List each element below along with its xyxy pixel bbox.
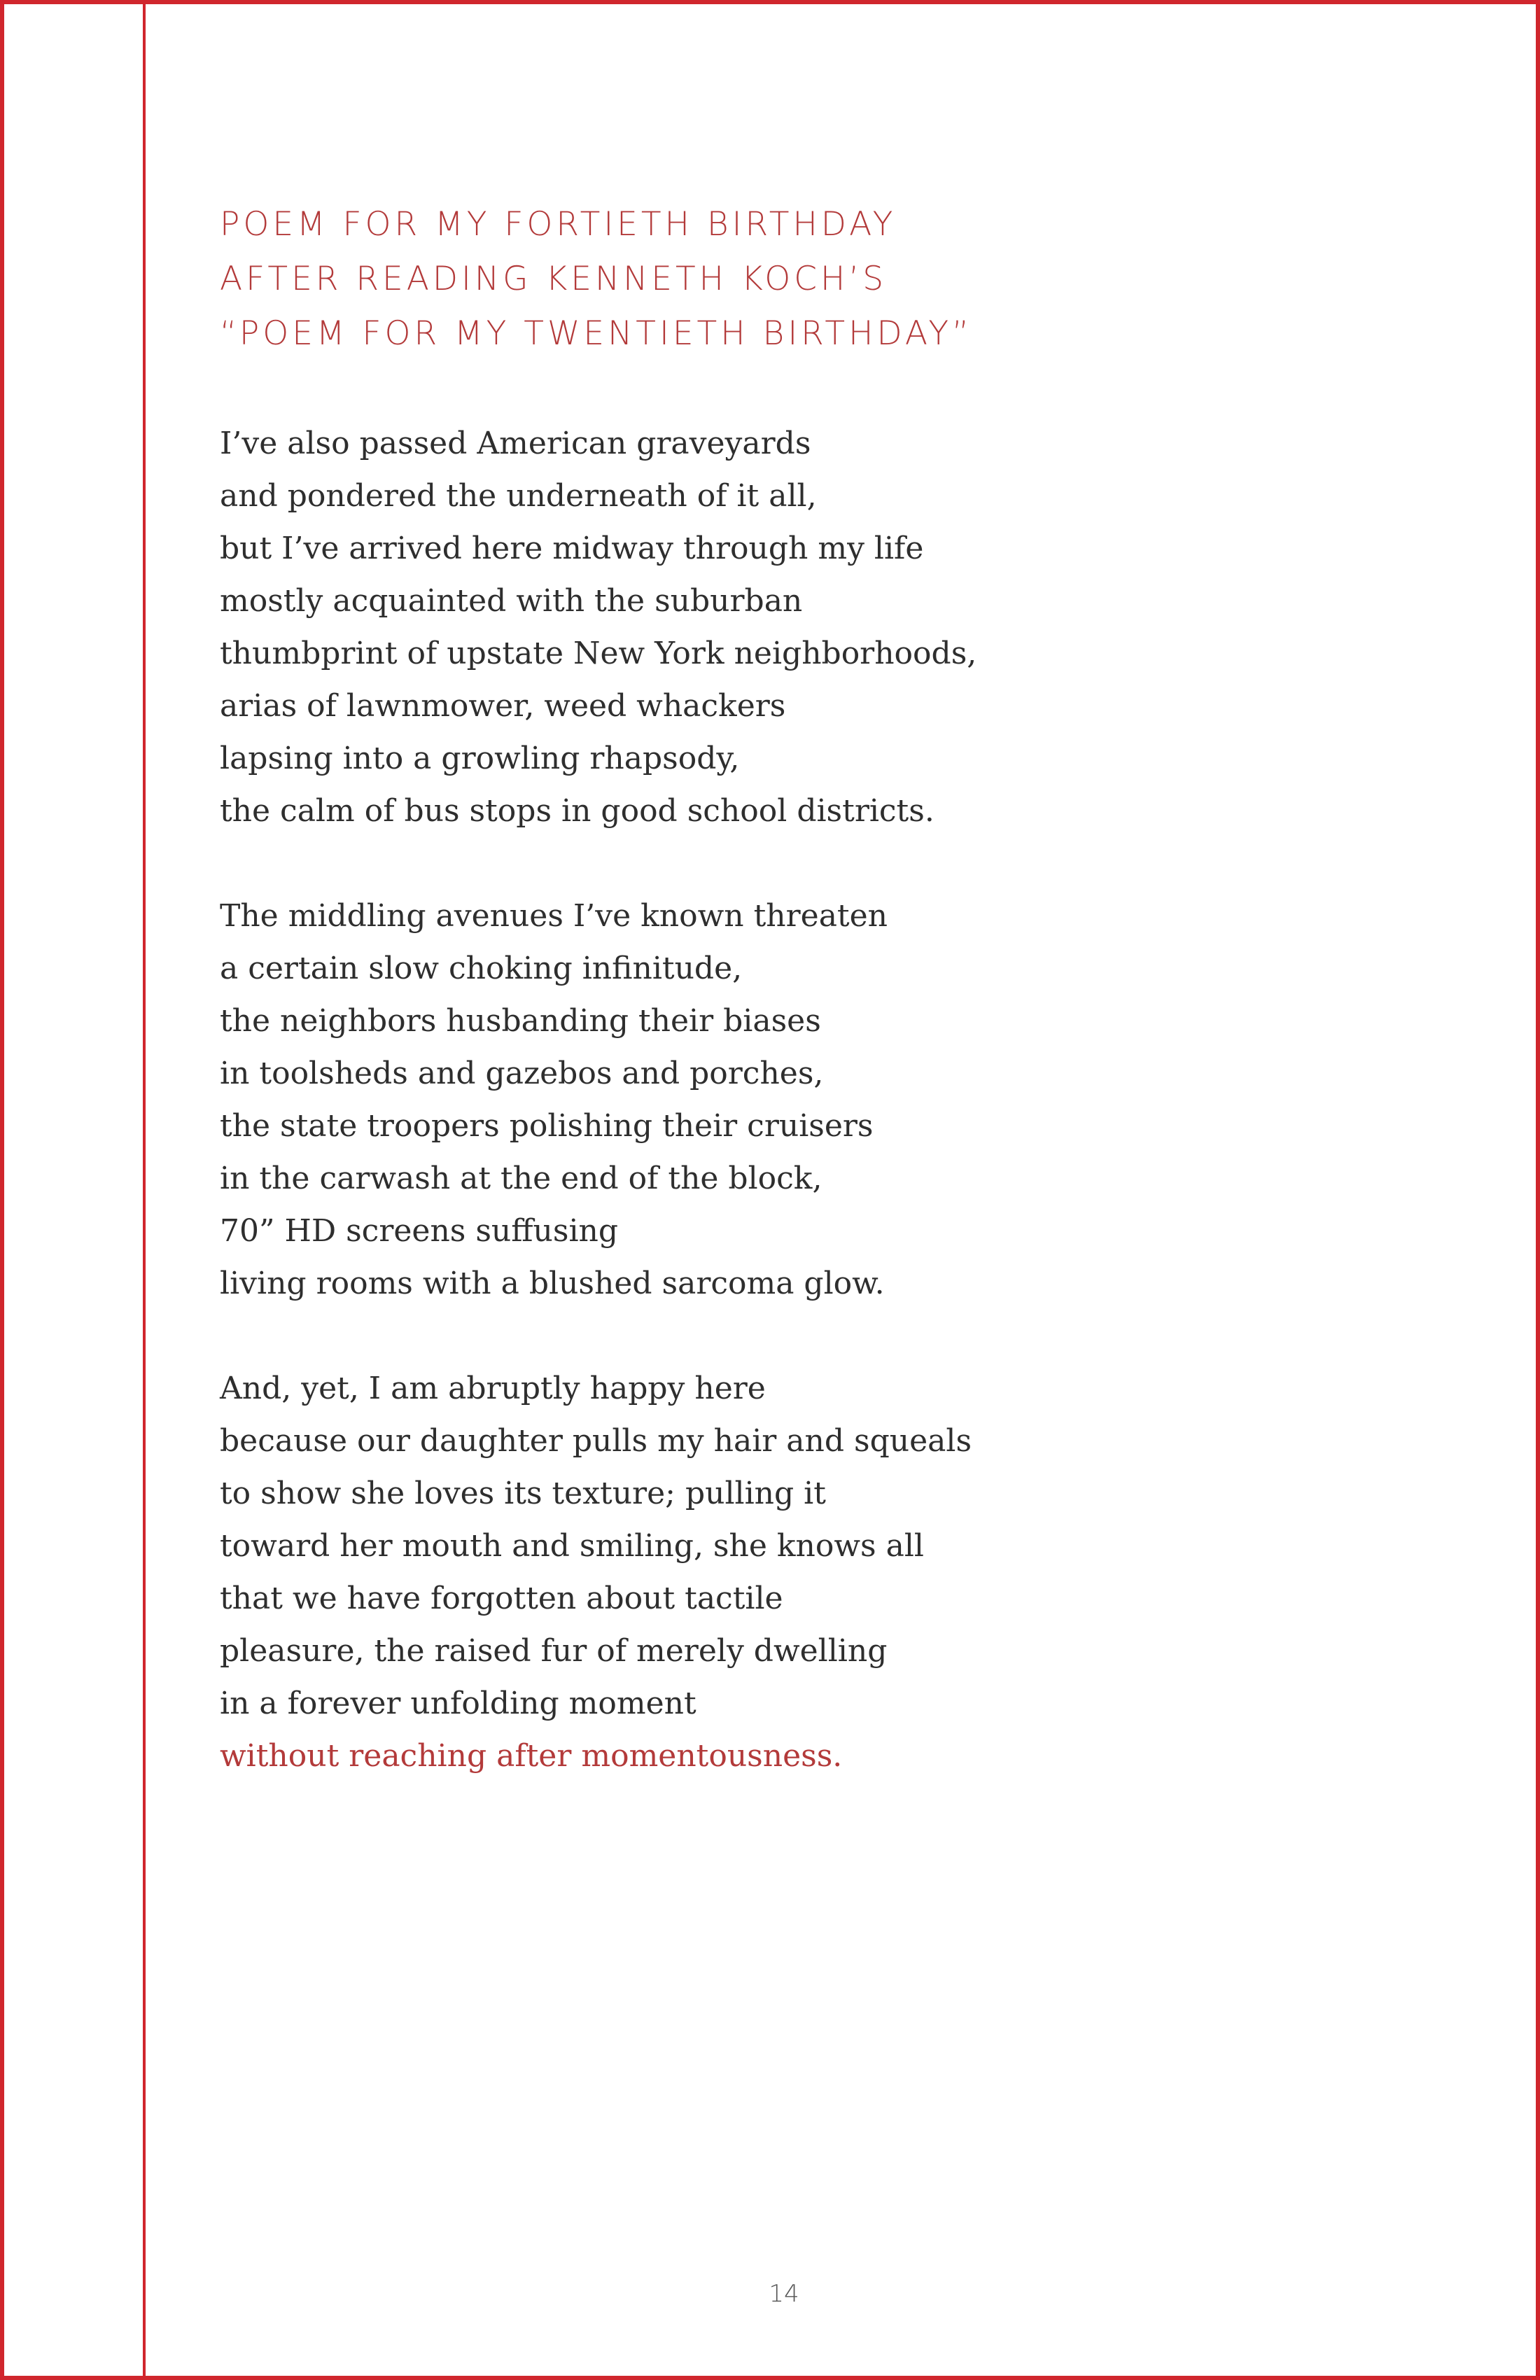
page-number: 14 <box>769 2280 799 2308</box>
poem-line: thumbprint of upstate New York neighborhoods, <box>220 636 977 671</box>
title-line: POEM FOR MY FORTIETH BIRTHDAY <box>220 205 897 244</box>
poem-line: toward her mouth and smiling, she knows all <box>220 1528 924 1564</box>
poem-line: lapsing into a growling rhapsody, <box>220 741 740 776</box>
poem-line: a certain slow choking infinitude, <box>220 951 743 986</box>
poem-line: to show she loves its texture; pulling it <box>220 1476 826 1511</box>
poem-line: because our daughter pulls my hair and squeals <box>220 1423 972 1459</box>
poem-line: and pondered the underneath of it all, <box>220 478 817 514</box>
poem-line: the state troopers polishing their cruisers <box>220 1108 874 1144</box>
poem-line: in the carwash at the end of the block, <box>220 1161 822 1196</box>
poem-line: mostly acquainted with the suburban <box>220 583 803 619</box>
poem-line: I’ve also passed American graveyards <box>220 426 811 461</box>
margin-rule <box>143 0 146 2380</box>
title-line: “POEM FOR MY TWENTIETH BIRTHDAY” <box>220 314 973 353</box>
poem-line: And, yet, I am abruptly happy here <box>220 1371 766 1406</box>
stanza-2 <box>220 890 1410 1310</box>
poem-line: pleasure, the raised fur of merely dwelling <box>220 1633 888 1669</box>
poem-line: living rooms with a blushed sarcoma glow. <box>220 1266 885 1301</box>
poem-line: that we have forgotten about tactile <box>220 1581 783 1616</box>
poem-line: The middling avenues I’ve known threaten <box>220 898 888 934</box>
poem-title <box>220 197 1410 361</box>
poem-line: in a forever unfolding moment <box>220 1686 696 1721</box>
stanza-3 <box>220 1362 1410 1782</box>
poem-line: in toolsheds and gazebos and porches, <box>220 1056 824 1091</box>
poem-final-line: without reaching after momentousness. <box>220 1738 843 1774</box>
poem-body <box>220 417 1410 1835</box>
poem-line: the calm of bus stops in good school districts. <box>220 793 934 829</box>
poem-line: the neighbors husbanding their biases <box>220 1003 821 1039</box>
poem-line: but I’ve arrived here midway through my life <box>220 531 924 566</box>
stanza-1 <box>220 417 1410 837</box>
poem-line: arias of lawnmower, weed whackers <box>220 688 786 724</box>
poem-line: 70” HD screens suffusing <box>220 1213 619 1249</box>
title-line: AFTER READING KENNETH KOCH’S <box>220 260 888 298</box>
